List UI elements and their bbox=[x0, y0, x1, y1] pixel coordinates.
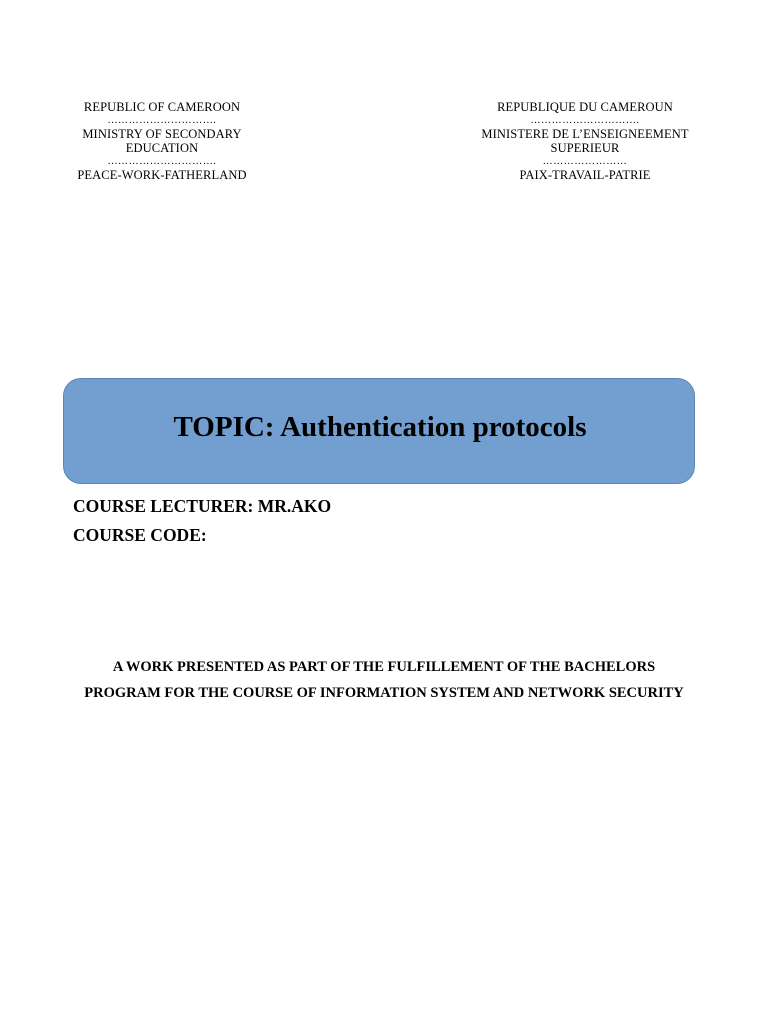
separator-dots: …………………………. bbox=[107, 156, 217, 167]
work-statement: A WORK PRESENTED AS PART OF THE FULFILLEMENT OF THE BACHELORS PROGRAM FOR THE COURSE OF INFORMATION SYSTEM AND NETWORK SECURITY bbox=[84, 659, 684, 701]
header-right-block bbox=[470, 100, 700, 182]
separator-dots: …………………… bbox=[542, 156, 628, 167]
topic-title: TOPIC: Authentication protocols bbox=[173, 411, 587, 443]
ministry-name-en: MINISTRY OF SECONDARY EDUCATION bbox=[82, 127, 242, 155]
motto-en: PEACE-WORK-FATHERLAND bbox=[77, 168, 247, 182]
course-lecturer: COURSE LECTURER: MR.AKO bbox=[73, 496, 332, 516]
republic-name-fr: REPUBLIQUE DU CAMEROUN bbox=[497, 100, 673, 114]
ministry-name-fr: MINISTERE DE L’ENSEIGNEEMENT SUPERIEUR bbox=[481, 127, 689, 155]
course-code: COURSE CODE: bbox=[73, 525, 207, 545]
separator-dots: …………………………. bbox=[530, 115, 640, 126]
republic-name-en: REPUBLIC OF CAMEROON bbox=[83, 100, 241, 114]
motto-fr: PAIX-TRAVAIL-PATRIE bbox=[519, 168, 651, 182]
header-left-block bbox=[62, 100, 262, 182]
separator-dots: …………………………. bbox=[107, 115, 217, 126]
